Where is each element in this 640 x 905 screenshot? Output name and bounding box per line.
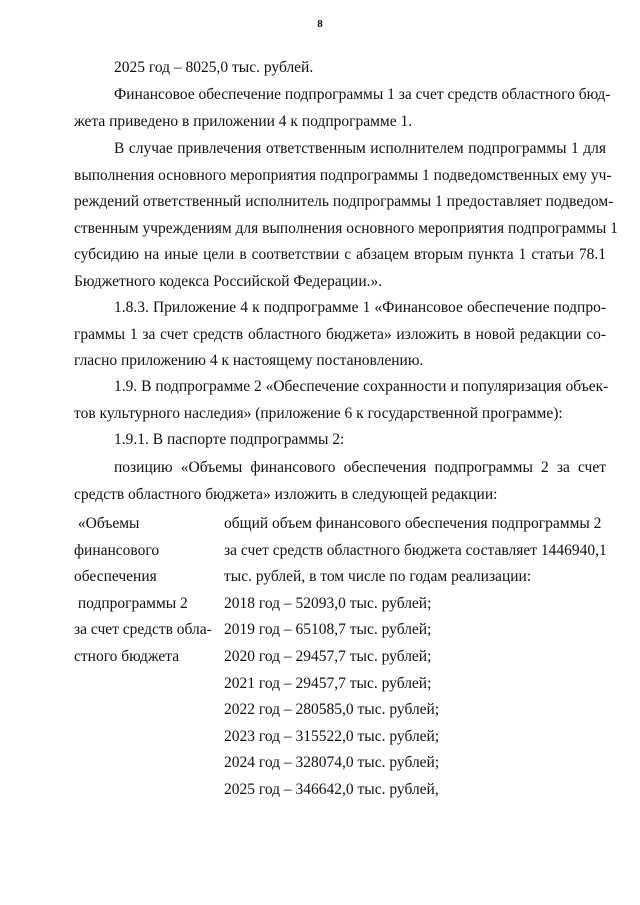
text-line: 1.8.3. Приложение 4 к подпрограмме 1 «Финансовое обеспечение подпро- [114, 299, 606, 316]
text-line: выполнения основного мероприятия подпрограммы 1 подведомственных ему уч- [74, 166, 612, 184]
table-left-line: «Объемы [74, 515, 140, 532]
text-line: гласно приложению 4 к настоящему постановлению. [74, 352, 424, 370]
paragraph-1-9-1 [74, 427, 606, 454]
table-right-line: 2018 год – 52093,0 тыс. рублей; [224, 594, 432, 612]
table-left-column [74, 511, 214, 671]
table-left-line: обеспечения [74, 568, 157, 586]
table-right-line: за счет средств областного бюджета составляет 1446940,1 [224, 541, 607, 559]
table-right-line: 2021 год – 29457,7 тыс. рублей; [224, 674, 432, 692]
table-right-line: 2020 год – 29457,7 тыс. рублей; [224, 647, 432, 665]
table-right-line: 2025 год – 346642,0 тыс. рублей, [224, 780, 439, 798]
table-right-line: 2023 год – 315522,0 тыс. рублей; [224, 727, 440, 745]
text-line: субсидию на иные цели в соответствии с абзацем вторым пункта 1 статьи 78.1 [74, 246, 606, 264]
text-line: В случае привлечения ответственным исполнителем подпрограммы 1 для [114, 140, 606, 157]
paragraph-1-8-3 [74, 295, 606, 375]
table-right-line: общий объем финансового обеспечения подпрограммы 2 [224, 515, 602, 532]
table-left-line: стного бюджета [74, 647, 180, 665]
text-line: 1.9.1. В паспорте подпрограммы 2: [114, 431, 345, 448]
table-right-column [224, 511, 606, 804]
text-line: ственным учреждениям для выполнения основного мероприятия подпрограммы 1 [74, 219, 618, 237]
table-right-line: тыс. рублей, в том числе по годам реализации: [224, 568, 532, 586]
table-left-line: за счет средств обла- [74, 621, 212, 639]
table-right-line: 2024 год – 328074,0 тыс. рублей; [224, 754, 440, 772]
table-left-line: финансового [74, 541, 160, 559]
text-line: средств областного бюджета» изложить в следующей редакции: [74, 485, 498, 503]
text-line: 2025 год – 8025,0 тыс. рублей. [114, 59, 314, 76]
table-right-line: 2019 год – 65108,7 тыс. рублей; [224, 621, 432, 639]
text-line: 1.9. В подпрограмме 2 «Обеспечение сохранности и популяризация объек- [114, 378, 609, 395]
text-line: позицию «Объемы финансового обеспечения подпрограммы 2 за счет [114, 459, 606, 476]
table-right-line: 2022 год – 280585,0 тыс. рублей; [224, 701, 440, 719]
text-line: Финансовое обеспечение подпрограммы 1 за счет средств областного бюд- [114, 86, 611, 103]
page-number: 8 [317, 18, 323, 30]
text-line: реждений ответственный исполнитель подпрограммы 1 предоставляет подведом- [74, 193, 614, 211]
text-line: граммы 1 за счет средств областного бюджета» изложить в новой редакции со- [74, 325, 606, 343]
text-line: Бюджетного кодекса Российской Федерации.». [74, 272, 383, 290]
table-left-line: подпрограммы 2 [74, 594, 188, 612]
paragraph-subsidy [74, 136, 618, 296]
paragraph-year-2025 [74, 55, 606, 82]
text-line: тов культурного наследия» (приложение 6 к государственной программе): [74, 404, 563, 422]
paragraph-1-9 [74, 374, 609, 427]
text-line: жета приведено в приложении 4 к подпрограмме 1. [74, 112, 413, 130]
paragraph-financing-subprogram-1 [74, 82, 611, 135]
paragraph-position [74, 455, 606, 508]
